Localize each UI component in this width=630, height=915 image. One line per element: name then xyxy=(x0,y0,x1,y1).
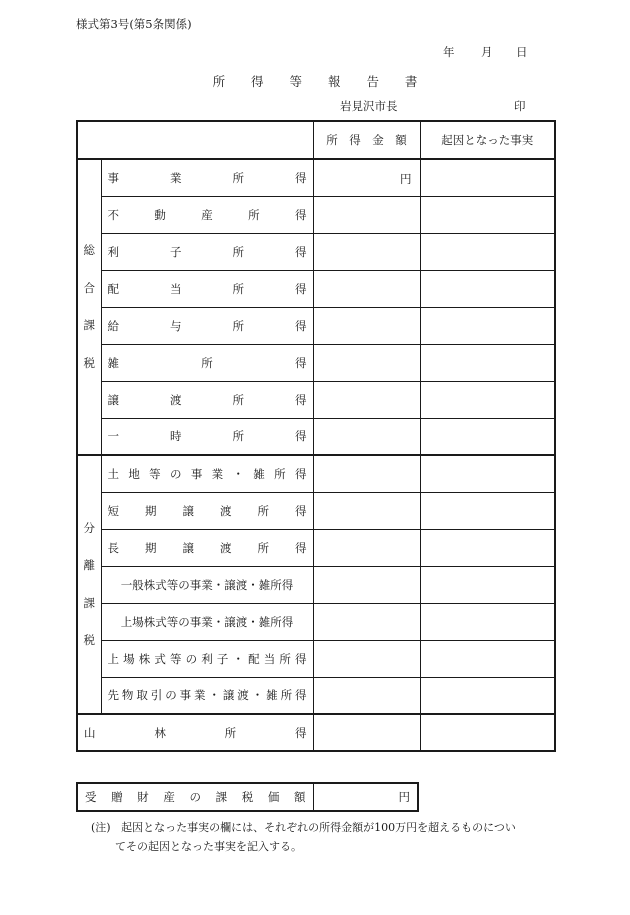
header-income-amount: 所 得 金 額 xyxy=(313,121,420,159)
general-item-amount[interactable] xyxy=(313,307,420,344)
general-item-char: 当 xyxy=(170,281,182,296)
seal-mark: 印 xyxy=(514,99,526,113)
gift-property-label xyxy=(77,783,313,811)
separate-item-char: の xyxy=(185,651,198,666)
general-item-label xyxy=(101,196,313,233)
separate-item-char: の xyxy=(165,688,177,703)
general-item-char: 所 xyxy=(232,170,244,185)
separate-group-label xyxy=(77,455,101,714)
table-row xyxy=(77,307,555,344)
separate-item-char: ・ xyxy=(251,688,264,703)
general-group-char: 総 xyxy=(83,243,95,257)
separate-item-cause[interactable] xyxy=(420,603,555,640)
table-row xyxy=(77,344,555,381)
gift-char: 額 xyxy=(294,790,306,804)
separate-group-char: 離 xyxy=(83,558,95,572)
separate-group-char: 税 xyxy=(83,633,95,647)
general-item-cause[interactable] xyxy=(420,307,555,344)
table-row xyxy=(77,529,555,566)
general-item-amount[interactable] xyxy=(313,418,420,455)
forest-char: 山 xyxy=(84,725,96,740)
separate-item-char: 譲 xyxy=(222,688,235,703)
general-item-char: 産 xyxy=(201,207,213,222)
separate-item-amount[interactable] xyxy=(313,603,420,640)
yen-unit: 円 xyxy=(400,172,412,186)
income-report-table xyxy=(76,120,556,752)
date-year-label: 年 xyxy=(443,45,455,59)
table-row xyxy=(77,270,555,307)
separate-item-char: ・ xyxy=(208,688,220,703)
general-item-label xyxy=(101,159,313,196)
separate-item-cause[interactable] xyxy=(420,455,555,492)
general-item-label xyxy=(101,307,313,344)
general-item-char: 得 xyxy=(295,429,307,444)
general-item-amount[interactable] xyxy=(313,270,420,307)
general-item-char: 配 xyxy=(107,281,119,296)
separate-item-char: 渡 xyxy=(220,503,232,518)
separate-item-char: 雑 xyxy=(266,688,278,703)
separate-item-char: ・ xyxy=(232,651,244,666)
general-item-char: 所 xyxy=(232,244,244,259)
separate-item-label xyxy=(101,566,313,603)
separate-item-char: 上 xyxy=(107,651,119,666)
gift-char: 産 xyxy=(163,790,175,804)
general-item-char: 利 xyxy=(107,244,119,259)
general-item-char: 得 xyxy=(295,170,307,185)
general-item-char: 動 xyxy=(154,207,166,222)
general-group-label xyxy=(77,159,101,455)
yen-unit: 円 xyxy=(398,790,410,804)
separate-group-char: 分 xyxy=(83,520,95,535)
table-row xyxy=(77,381,555,418)
separate-group-char: 課 xyxy=(83,595,95,610)
separate-item-char: 配 xyxy=(248,651,260,666)
separate-item-char: 得 xyxy=(295,503,307,518)
separate-item-char: 所 xyxy=(279,651,291,666)
general-item-char: 所 xyxy=(232,392,244,407)
table-row xyxy=(77,233,555,270)
general-group-char: 合 xyxy=(83,280,95,295)
table-row xyxy=(77,492,555,529)
separate-item-char: 等 xyxy=(170,651,182,666)
general-item-cause[interactable] xyxy=(420,159,555,196)
separate-item-cause[interactable] xyxy=(420,566,555,603)
table-row xyxy=(77,566,555,603)
separate-item-char: 株 xyxy=(138,651,151,666)
separate-item-char: 渡 xyxy=(237,688,249,703)
header-cause-fact: 起因となった事実 xyxy=(420,121,555,159)
separate-item-label xyxy=(101,455,313,492)
table-row xyxy=(77,714,555,751)
general-item-char: 譲 xyxy=(107,392,119,407)
separate-item-amount[interactable] xyxy=(313,492,420,529)
general-item-cause[interactable] xyxy=(420,381,555,418)
date-month-label: 月 xyxy=(481,45,493,59)
form-number: 様式第3号(第5条関係) xyxy=(76,17,192,31)
separate-item-label xyxy=(101,492,313,529)
general-item-amount[interactable] xyxy=(313,159,420,196)
separate-item-char: 得 xyxy=(295,651,307,666)
footnote xyxy=(91,818,561,856)
header-blank-cell xyxy=(77,121,313,159)
addressee: 岩見沢市長 xyxy=(340,99,398,113)
separate-item-char: 利 xyxy=(201,651,213,666)
separate-item-amount[interactable] xyxy=(313,677,420,714)
general-item-cause[interactable] xyxy=(420,418,555,455)
separate-item-char: 業 xyxy=(211,466,224,481)
general-item-char: 得 xyxy=(295,281,307,296)
general-item-char: 一 xyxy=(107,429,119,444)
separate-item-char: 期 xyxy=(145,503,157,518)
general-item-label xyxy=(101,270,313,307)
forest-char: 林 xyxy=(154,725,166,740)
separate-item-char: 渡 xyxy=(220,540,232,555)
table-row xyxy=(77,640,555,677)
general-item-char: 得 xyxy=(295,355,307,370)
general-item-label xyxy=(101,233,313,270)
table-row xyxy=(77,455,555,492)
general-item-char: 所 xyxy=(232,281,244,296)
separate-item-char: 一般株式等の事業・譲渡・雑所得 xyxy=(120,577,294,592)
general-group-char: 税 xyxy=(83,355,95,370)
footnote-line-2: てその起因となった事実を記入する。 xyxy=(115,840,302,853)
gift-char: 財 xyxy=(137,790,149,804)
separate-item-char: 得 xyxy=(295,540,307,555)
separate-item-char: 短 xyxy=(107,503,119,518)
general-item-amount[interactable] xyxy=(313,196,420,233)
general-group-char: 課 xyxy=(83,318,95,332)
separate-item-char: 期 xyxy=(145,540,157,555)
separate-item-char: 子 xyxy=(216,651,229,666)
general-item-char: 給 xyxy=(107,318,119,333)
forest-income-cause[interactable] xyxy=(420,714,555,751)
general-item-cause[interactable] xyxy=(420,270,555,307)
general-taxation-section xyxy=(77,159,555,455)
general-item-char: 与 xyxy=(170,318,182,333)
separate-item-char: 所 xyxy=(257,540,269,555)
separate-item-char: 当 xyxy=(263,651,276,666)
separate-item-char: 事 xyxy=(179,688,192,703)
general-item-char: 業 xyxy=(170,170,182,185)
forest-char: 所 xyxy=(224,725,237,740)
general-item-char: 所 xyxy=(248,207,260,222)
table-row xyxy=(77,196,555,233)
separate-item-char: 譲 xyxy=(182,540,194,555)
separate-item-char: 所 xyxy=(280,688,293,703)
gift-property-amount[interactable] xyxy=(313,783,418,811)
forest-income-label xyxy=(77,714,313,751)
gift-char: 受 xyxy=(85,790,97,804)
table-row xyxy=(77,783,418,811)
general-item-char: 子 xyxy=(170,244,182,259)
general-item-char: 得 xyxy=(295,392,307,407)
separate-item-char: 上場株式等の事業・譲渡・雑所得 xyxy=(120,614,294,629)
separate-item-char: 長 xyxy=(107,540,119,555)
general-item-char: 得 xyxy=(295,318,307,333)
forest-income-amount[interactable] xyxy=(313,714,420,751)
document-title: 所 得 等 報 告 書 xyxy=(212,74,418,89)
separate-item-char: 譲 xyxy=(182,503,194,518)
general-item-label xyxy=(101,418,313,455)
separate-item-char: ・ xyxy=(232,466,244,481)
gift-property-table xyxy=(76,782,419,812)
table-row xyxy=(77,159,555,196)
general-item-amount[interactable] xyxy=(313,344,420,381)
general-item-char: 雑 xyxy=(107,355,119,370)
separate-item-amount[interactable] xyxy=(313,640,420,677)
separate-item-char: の xyxy=(169,466,182,481)
footnote-prefix: (注) xyxy=(91,821,111,834)
general-item-cause[interactable] xyxy=(420,196,555,233)
separate-item-cause[interactable] xyxy=(420,640,555,677)
general-item-amount[interactable] xyxy=(313,233,420,270)
general-item-cause[interactable] xyxy=(420,344,555,381)
forest-income-section xyxy=(77,714,555,751)
separate-item-cause[interactable] xyxy=(420,529,555,566)
separate-item-char: 業 xyxy=(194,688,206,703)
table-row xyxy=(77,418,555,455)
gift-char: 課 xyxy=(215,790,228,804)
table-row xyxy=(77,677,555,714)
separate-item-char: 引 xyxy=(150,688,163,703)
separate-item-char: 物 xyxy=(121,688,134,703)
separate-item-char: 所 xyxy=(257,503,269,518)
general-item-char: 得 xyxy=(295,244,307,259)
separate-item-char: 所 xyxy=(274,466,286,481)
separate-item-char: 取 xyxy=(136,688,148,703)
separate-item-char: 得 xyxy=(294,688,307,703)
general-item-char: 所 xyxy=(232,429,244,444)
general-item-label xyxy=(101,344,313,381)
gift-char: 税 xyxy=(241,790,254,804)
separate-item-amount[interactable] xyxy=(313,566,420,603)
separate-item-amount[interactable] xyxy=(313,529,420,566)
general-item-char: 所 xyxy=(232,318,244,333)
separate-item-char: 事 xyxy=(190,466,203,481)
separate-item-char: 等 xyxy=(149,466,161,481)
separate-item-amount[interactable] xyxy=(313,455,420,492)
table-row xyxy=(77,603,555,640)
general-item-char: 事 xyxy=(107,170,119,185)
separate-taxation-section xyxy=(77,455,555,714)
gift-char: 価 xyxy=(267,790,280,804)
general-item-amount[interactable] xyxy=(313,381,420,418)
forest-char: 得 xyxy=(294,725,307,740)
separate-item-char: 土 xyxy=(107,466,119,481)
gift-char: 贈 xyxy=(111,790,123,804)
table-header-row xyxy=(77,121,555,159)
separate-item-cause[interactable] xyxy=(420,492,555,529)
separate-item-char: 場 xyxy=(123,651,135,666)
footnote-line-1: 起因となった事実の欄には、それぞれの所得金額が100万円を超えるものについ xyxy=(121,821,516,834)
general-item-label xyxy=(101,381,313,418)
separate-item-cause[interactable] xyxy=(420,677,555,714)
separate-item-label xyxy=(101,677,313,714)
separate-item-char: 地 xyxy=(128,466,140,481)
separate-item-label xyxy=(101,640,313,677)
general-item-char: 時 xyxy=(170,429,182,444)
separate-item-char: 先 xyxy=(107,688,119,703)
general-item-cause[interactable] xyxy=(420,233,555,270)
general-item-char: 所 xyxy=(201,355,213,370)
general-item-char: 渡 xyxy=(170,392,182,407)
separate-item-char: 得 xyxy=(294,466,307,481)
general-item-char: 得 xyxy=(295,207,307,222)
separate-item-label xyxy=(101,603,313,640)
separate-item-label xyxy=(101,529,313,566)
separate-item-char: 雑 xyxy=(253,466,265,481)
date-day-label: 日 xyxy=(516,45,528,59)
gift-char: の xyxy=(189,790,201,804)
separate-item-char: 式 xyxy=(154,651,166,666)
general-item-char: 不 xyxy=(107,207,119,222)
